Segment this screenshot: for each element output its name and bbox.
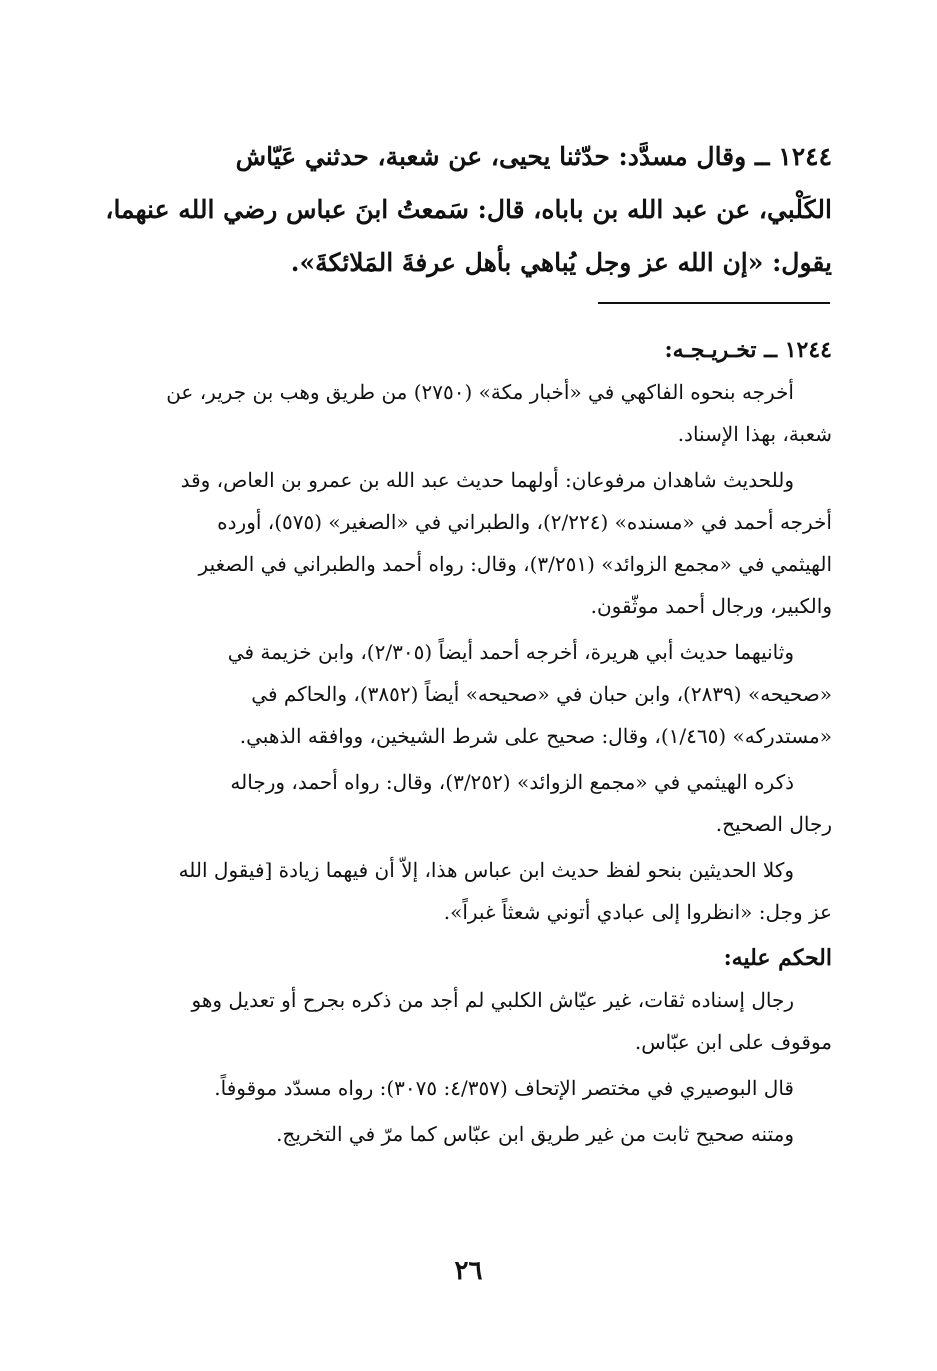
hadith-line: الكَلْبي، عن عبد الله بن باباه، قال: سَمعتُ ابنَ عباس رضي الله عنهما، bbox=[105, 195, 832, 224]
text-line: رجال إسناده ثقات، غير عيّاش الكلبي لم أجد من ذكره بجرح أو تعديل وهو bbox=[191, 988, 794, 1012]
hadith-text bbox=[106, 130, 832, 289]
text-line: ذكره الهيثمي في «مجمع الزوائد» (٣/٢٥٢)، وقال: رواه أحمد، ورجاله bbox=[230, 770, 794, 794]
footnotes bbox=[106, 329, 832, 1159]
hukm-heading: الحكم عليه: bbox=[723, 945, 832, 971]
takhrij-paragraph bbox=[106, 849, 832, 933]
text-line: وللحديث شاهدان مرفوعان: أولهما حديث عبد الله بن عمرو بن العاص، وقد bbox=[180, 468, 794, 492]
text-line: ومتنه صحيح ثابت من غير طريق ابن عبّاس كما مرّ في التخريج. bbox=[276, 1122, 794, 1146]
text-line: وثانيهما حديث أبي هريرة، أخرجه أحمد أيضاً (٢/٣٠٥)، وابن خزيمة في bbox=[227, 640, 794, 664]
takhrij-paragraph bbox=[106, 761, 832, 845]
text-line: وكلا الحديثين بنحو لفظ حديث ابن عباس هذا، إلاّ أن فيهما زيادة [فيقول الله bbox=[178, 858, 794, 882]
takhrij-paragraph bbox=[106, 371, 832, 455]
hukm-paragraph bbox=[106, 979, 832, 1063]
takhrij-paragraph bbox=[106, 459, 832, 627]
text-line: قال البوصيري في مختصر الإتحاف (٤/٣٥٧: ٣٠٧٥): رواه مسدّد موقوفاً. bbox=[214, 1076, 794, 1100]
text-line: الهيثمي في «مجمع الزوائد» (٣/٢٥١)، وقال: رواه أحمد والطبراني في الصغير bbox=[198, 552, 832, 576]
text-line: «مستدركه» (١/٤٦٥)، وقال: صحيح على شرط الشيخين، ووافقه الذهبي. bbox=[239, 724, 832, 748]
hadith-line: ١٢٤٤ ــ وقال مسدَّد: حدّثنا يحيى، عن شعبة، حدثني عَيّاش bbox=[235, 142, 832, 171]
hadith-line: يقول: «إن الله عز وجل يُباهي بأهل عرفةَ المَلائكةَ». bbox=[290, 248, 832, 277]
footnote-separator bbox=[598, 302, 830, 304]
text-line: أخرجه بنحوه الفاكهي في «أخبار مكة» (٢٧٥٠) من طريق وهب بن جرير، عن bbox=[166, 380, 794, 404]
text-line: شعبة، بهذا الإسناد. bbox=[677, 422, 832, 446]
text-line: رجال الصحيح. bbox=[715, 812, 832, 836]
page-number: ٢٦ bbox=[454, 1256, 483, 1286]
text-line: موقوف على ابن عبّاس. bbox=[634, 1030, 832, 1054]
text-line: أخرجه أحمد في «مسنده» (٢/٢٢٤)، والطبراني في «الصغير» (٥٧٥)، أورده bbox=[217, 510, 832, 534]
hukm-paragraph bbox=[106, 1067, 832, 1109]
text-line: «صحيحه» (٢٨٣٩)، وابن حبان في «صحيحه» أيضاً (٣٨٥٢)، والحاكم في bbox=[251, 682, 832, 706]
text-line: والكبير، ورجال أحمد موثّقون. bbox=[590, 594, 832, 618]
hukm-paragraph bbox=[106, 1113, 832, 1155]
takhrij-paragraph bbox=[106, 631, 832, 757]
takhrij-heading: ١٢٤٤ ــ تخـريـجـه: bbox=[664, 337, 832, 363]
text-line: عز وجل: «انظروا إلى عبادي أتوني شعثاً غبراً». bbox=[443, 900, 832, 924]
